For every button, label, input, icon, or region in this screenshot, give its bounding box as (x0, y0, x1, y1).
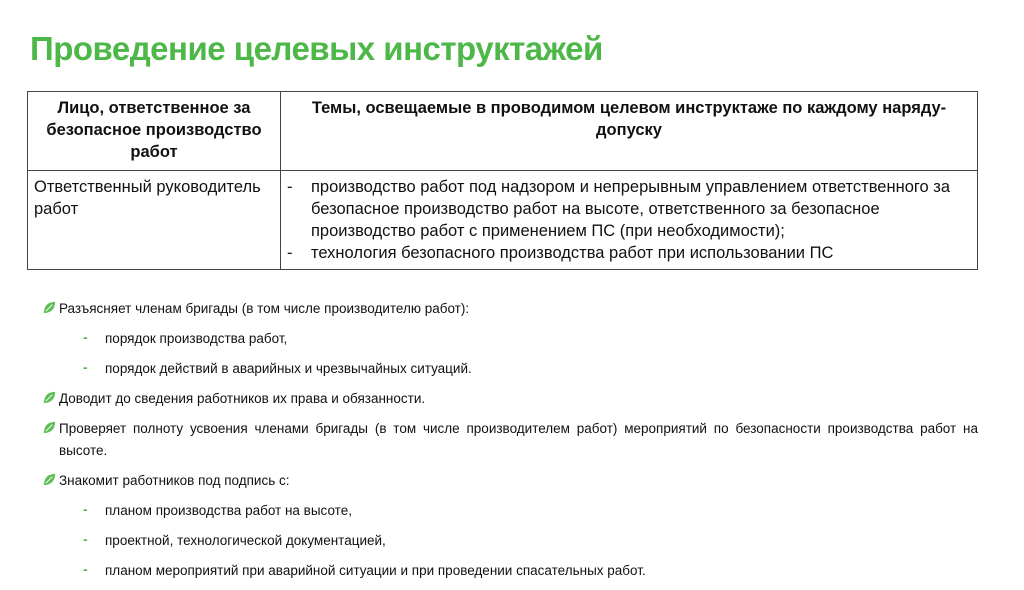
sub-item-text: порядок действий в аварийных и чрезвычайных ситуаций. (105, 361, 472, 376)
leaf-icon (43, 301, 56, 314)
dash-icon: - (83, 502, 88, 517)
bullet-text: Разъясняет членам бригады (в том числе производителю работ): (59, 301, 470, 316)
instruction-table (27, 91, 978, 270)
cell-topics (281, 171, 978, 270)
dash-icon: - (83, 532, 88, 547)
bullet-item (43, 470, 978, 492)
sub-item-text: порядок производства работ, (105, 331, 288, 346)
sub-item-text: проектной, технологической документацией, (105, 533, 386, 548)
header-person: Лицо, ответственное за безопасное производство работ (28, 92, 281, 171)
bullet-text: Знакомит работников под подпись с: (59, 473, 290, 488)
leaf-icon (43, 391, 56, 404)
sub-item (43, 358, 978, 380)
sub-item (43, 560, 978, 582)
bullet-item (43, 298, 978, 320)
sub-item-text: планом мероприятий при аварийной ситуации и при проведении спасательных работ. (105, 563, 646, 578)
table-header-row (28, 92, 978, 171)
header-topics: Темы, освещаемые в проводимом целевом инструктаже по каждому наряду-допуску (281, 92, 978, 171)
table-row (28, 171, 978, 270)
page-title: Проведение целевых инструктажей (30, 30, 603, 67)
dash-icon: - (83, 330, 88, 345)
bullet-item (43, 388, 978, 410)
duties-list (43, 298, 978, 590)
sub-item (43, 328, 978, 350)
dash-icon: - (83, 562, 88, 577)
bullet-item (43, 418, 978, 462)
bullet-text: Проверяет полноту усвоения членами бригады (в том числе производителем работ) мероприятий по безопасности производства работ на высоте. (59, 421, 978, 458)
bullet-text: Доводит до сведения работников их права и обязанности. (59, 391, 426, 406)
topics-list (287, 176, 971, 264)
leaf-icon (43, 473, 56, 486)
leaf-icon (43, 421, 56, 434)
sub-item-text: планом производства работ на высоте, (105, 503, 352, 518)
sub-item (43, 500, 978, 522)
topic-item: - производство работ под надзором и непрерывным управлением ответственного за безопасное производство работ на высоте, ответственного за безопасное производство работ с применением ПС (при необходимости); (287, 176, 971, 242)
cell-person: Ответственный руководитель работ (28, 171, 281, 270)
dash-icon: - (83, 360, 88, 375)
sub-item (43, 530, 978, 552)
topic-item: - технология безопасного производства работ при использовании ПС (287, 242, 971, 264)
